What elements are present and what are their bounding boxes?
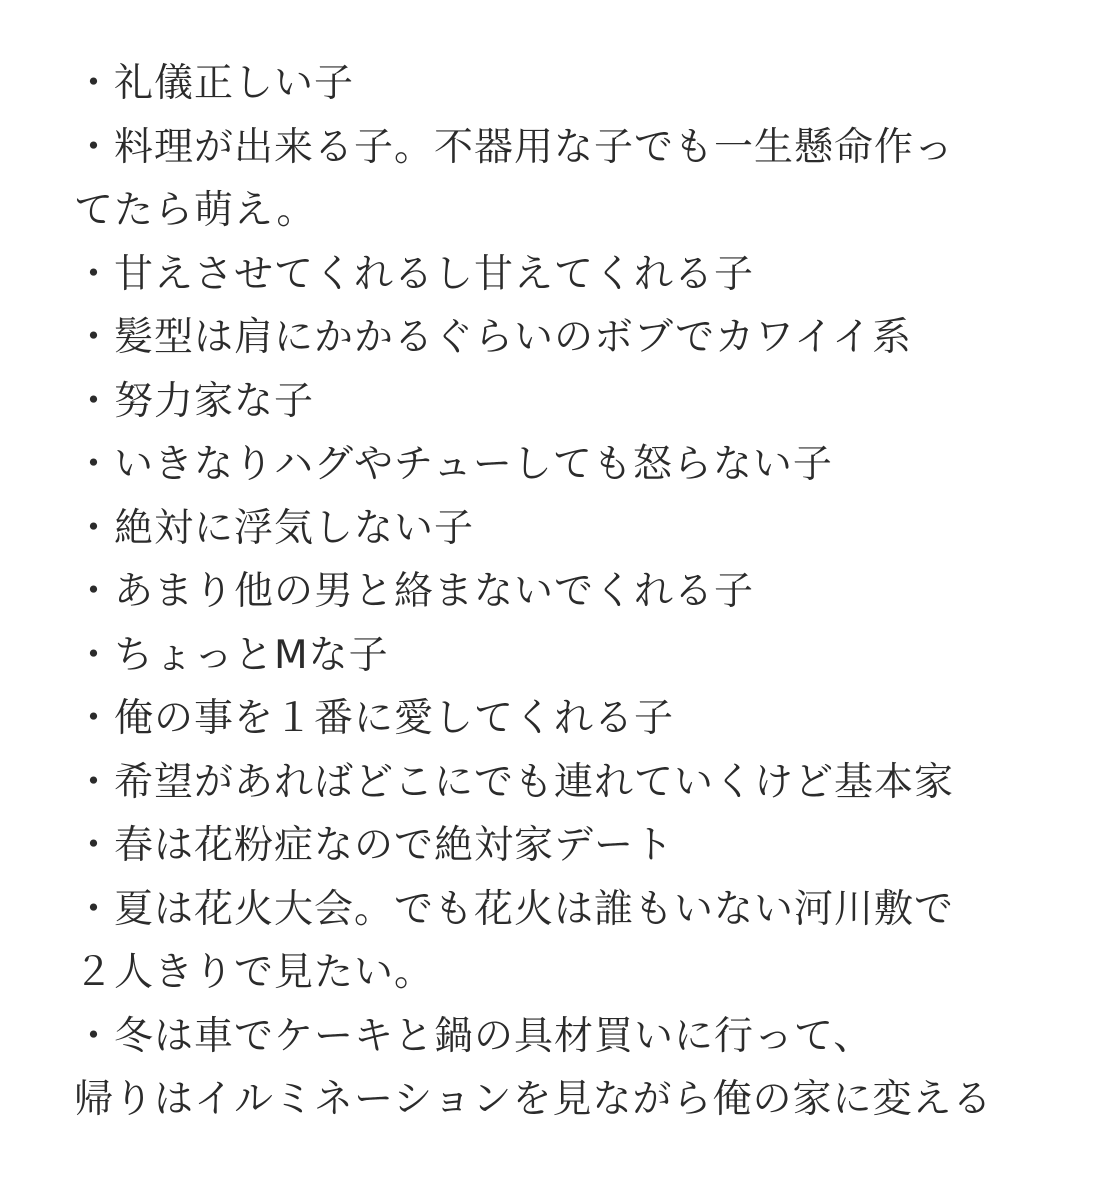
note-line: ・俺の事を１番に愛してくれる子 xyxy=(74,696,675,741)
note-line: ・料理が出来る子。不器用な子でも一生懸命作っ xyxy=(74,124,955,170)
note-line: ・絶対に浮気しない子 xyxy=(74,505,475,551)
note-line: ・夏は花火大会。でも花火は誰もいない河川敷で xyxy=(74,886,955,932)
note-line: ・希望があればどこにでも連れていくけど基本家 xyxy=(74,759,955,805)
note-line: ・礼儀正しい子 xyxy=(74,61,355,106)
note-line: ２人きりで見たい。 xyxy=(74,950,435,995)
note-line: ・甘えさせてくれるし甘えてくれる子 xyxy=(74,251,755,297)
note-line: ・ちょっとMな子 xyxy=(74,632,389,678)
note-line: ・いきなりハグやチューしても怒らない子 xyxy=(74,442,833,487)
note-text xyxy=(74,52,1034,1132)
note-line: ・春は花粉症なので絶対家デート xyxy=(74,823,675,868)
note-line: 帰りはイルミネーションを見ながら俺の家に変える xyxy=(74,1077,993,1122)
note-line: ・あまり他の男と絡まないでくれる子 xyxy=(74,569,755,614)
note-line: てたら萌え。 xyxy=(74,188,317,233)
note-line: ・努力家な子 xyxy=(74,378,315,424)
note-line: ・冬は車でケーキと鍋の具材買いに行って、 xyxy=(74,1013,874,1059)
note-line: ・髪型は肩にかかるぐらいのボブでカワイイ系 xyxy=(74,315,913,360)
